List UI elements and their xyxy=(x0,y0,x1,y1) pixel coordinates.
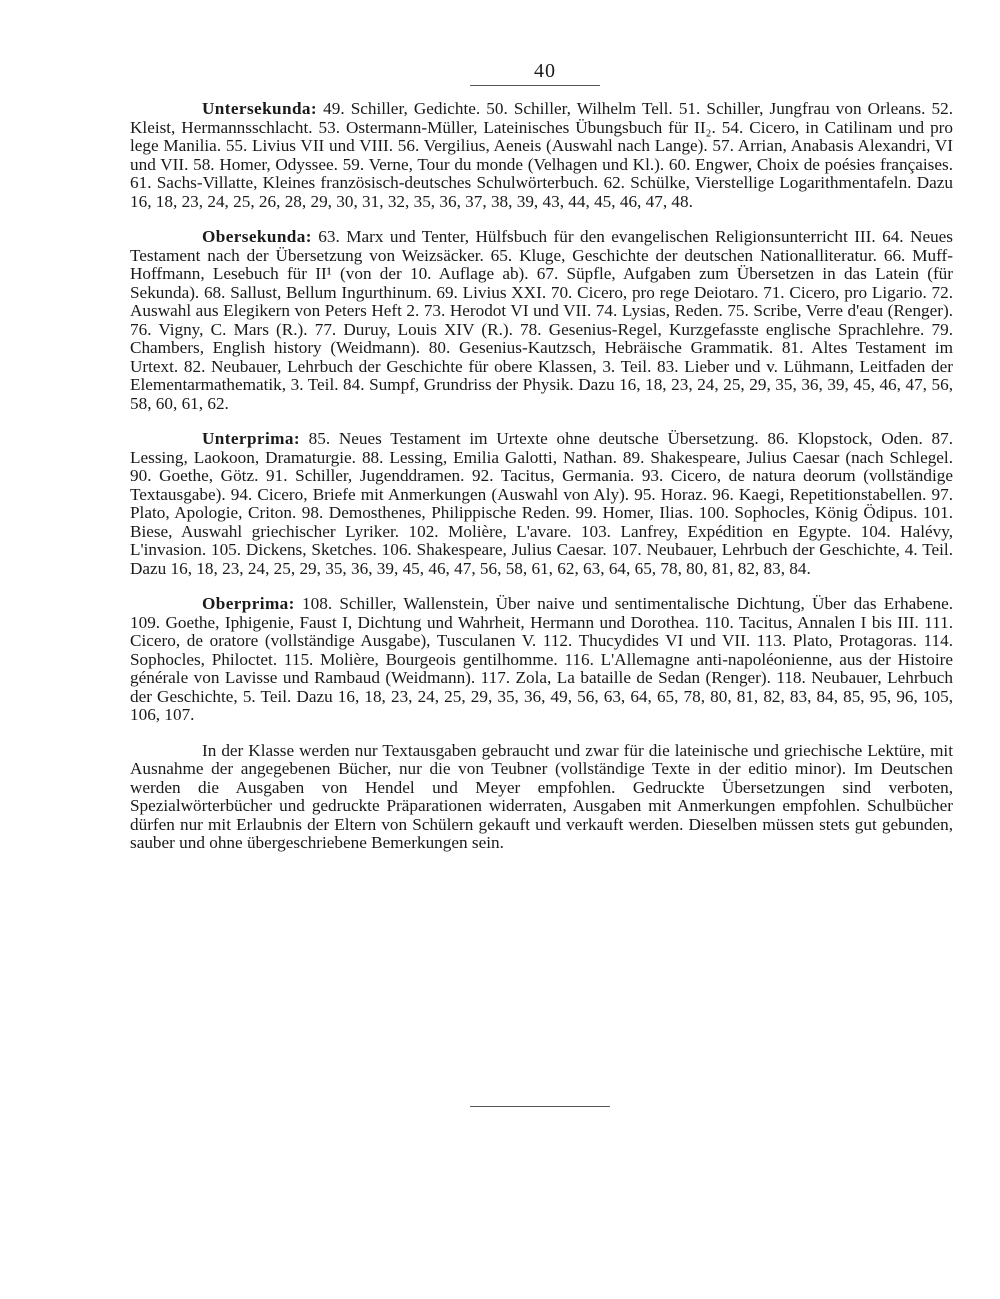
section-label: Unterprima: xyxy=(202,429,300,448)
closing-paragraph: In der Klasse werden nur Textausgaben gebraucht und zwar für die lateinische und griechische Lektüre, mit Ausnahme der angegebenen Bücher, nur die von Teubner (vollständige Texte in der editio minor). Im Deutschen werden die Ausgaben von Hendel und Meyer empfohlen. Gedruckte Übersetzungen sind verboten, Spezialwörterbücher und gedruckte Präparationen widerraten, Ausgaben mit Anmerkungen empfohlen. Schulbücher dürfen nur mit Erlaubnis der Eltern von Schülern gekauft und verkauft werden. Dieselben müssen stets gut gebunden, sauber und ohne übergeschriebene Bemerkungen sein. xyxy=(130,740,953,852)
section-label: Obersekunda: xyxy=(202,227,312,246)
section-text: 108. Schiller, Wallenstein, Über naive und sentimentalische Dichtung, Über das Erhabene. 109. Goethe, Iphigenie, Faust I, Dichtung und Wahrheit, Hermann und Dorothea. 110. Tacitus, Annalen I bis III. 111. Cicero, de oratore (vollständige Ausgabe), Tusculanen V. 112. Thucydides VI und VII. 113. Plato, Protagoras. 114. Sophocles, Philoctet. 115. Molière, Bourgeois gentilhomme. 116. L'Allemagne anti-napoléonienne, aus der Histoire générale von Lavisse und Rambaud (Weidmann). 117. Zola, La bataille de Sedan (Renger). 118. Neubauer, Lehrbuch der Geschichte, 5. Teil. Dazu 16, 18, 23, 24, 25, 29, 35, 36, 49, 56, 63, 64, 65, 78, 80, 81, 82, 83, 84, 85, 95, 96, 105, 106, 107. xyxy=(130,594,953,724)
section-oberprima xyxy=(130,595,953,725)
document-body xyxy=(130,100,953,853)
section-label: Oberprima: xyxy=(202,594,295,613)
section-obersekunda xyxy=(130,228,953,413)
footer-rule xyxy=(470,1106,610,1107)
section-label: Untersekunda: xyxy=(202,99,318,118)
header-rule xyxy=(470,85,600,86)
section-untersekunda xyxy=(130,100,953,211)
page-number: 40 xyxy=(534,60,556,82)
section-text: 49. Schiller, Gedichte. 50. Schiller, Wilhelm Tell. 51. Schiller, Jungfrau von Orleans. 52. Kleist, Hermannsschlacht. 53. Ostermann-Müller, Lateinisches Übungsbuch für II₂. 54. Cicero, in Catilinam und pro lege Manilia. 55. Livius VII und VIII. 56. Vergilius, Aeneis (Auswahl nach Lange). 57. Arrian, Anabasis Alexandri, VI und VII. 58. Homer, Odyssee. 59. Verne, Tour du monde (Velhagen und Kl.). 60. Engwer, Choix de poésies françaises. 61. Sachs-Villatte, Kleines französisch-deutsches Schulwörterbuch. 62. Schülke, Vierstellige Logarithmentafeln. Dazu 16, 18, 23, 24, 25, 26, 28, 29, 30, 31, 32, 35, 36, 37, 38, 39, 43, 44, 45, 46, 47, 48. xyxy=(130,99,953,211)
section-unterprima xyxy=(130,430,953,578)
section-text: 63. Marx und Tenter, Hülfsbuch für den evangelischen Religionsunterricht III. 64. Neues Testament nach der Übersetzung von Weizsäcker. 65. Kluge, Geschichte der deutschen Nationalliteratur. 66. Muff-Hoffmann, Lesebuch für II¹ (von der 10. Auflage ab). 67. Süpfle, Aufgaben zum Übersetzen in das Latein (für Sekunda). 68. Sallust, Bellum Ingurthinum. 69. Livius XXI. 70. Cicero, pro rege Deiotaro. 71. Cicero, pro Ligario. 72. Auswahl aus Elegikern von Peters Heft 2. 73. Herodot VI und VII. 74. Lysias, Reden. 75. Scribe, Verre d'eau (Renger). 76. Vigny, C. Mars (R.). 77. Duruy, Louis XIV (R.). 78. Gesenius-Regel, Kurzgefasste englische Sprachlehre. 79. Chambers, English history (Weidmann). 80. Gesenius-Kautzsch, Hebräische Grammatik. 81. Altes Testament im Urtext. 82. Neubauer, Lehrbuch der Geschichte für obere Klassen, 3. Teil. 83. Lieber und v. Lühmann, Leitfaden der Elementarmathematik, 3. Teil. 84. Sumpf, Grundriss der Physik. Dazu 16, 18, 23, 24, 25, 29, 35, 36, 39, 45, 46, 47, 56, 58, 60, 61, 62. xyxy=(130,227,953,413)
section-text: 85. Neues Testament im Urtexte ohne deutsche Übersetzung. 86. Klopstock, Oden. 87. Lessing, Laokoon, Dramaturgie. 88. Lessing, Emilia Galotti, Nathan. 89. Shakespeare, Julius Caesar (nach Schlegel. 90. Goethe, Götz. 91. Schiller, Jugenddramen. 92. Tacitus, Germania. 93. Cicero, de natura deorum (vollständige Textausgabe). 94. Cicero, Briefe mit Anmerkungen (Auswahl von Aly). 95. Horaz. 96. Kaegi, Repetitionstabellen. 97. Plato, Apologie, Criton. 98. Demosthenes, Philippische Reden. 99. Homer, Ilias. 100. Sophocles, König Ödipus. 101. Biese, Auswahl griechischer Lyriker. 102. Molière, L'avare. 103. Lanfrey, Expédition en Egypte. 104. Halévy, L'invasion. 105. Dickens, Sketches. 106. Shakespeare, Julius Caesar. 107. Neubauer, Lehrbuch der Geschichte, 4. Teil. Dazu 16, 18, 23, 24, 25, 29, 35, 36, 39, 45, 46, 47, 56, 58, 61, 62, 63, 64, 65, 78, 80, 81, 82, 83, 84. xyxy=(130,429,953,578)
